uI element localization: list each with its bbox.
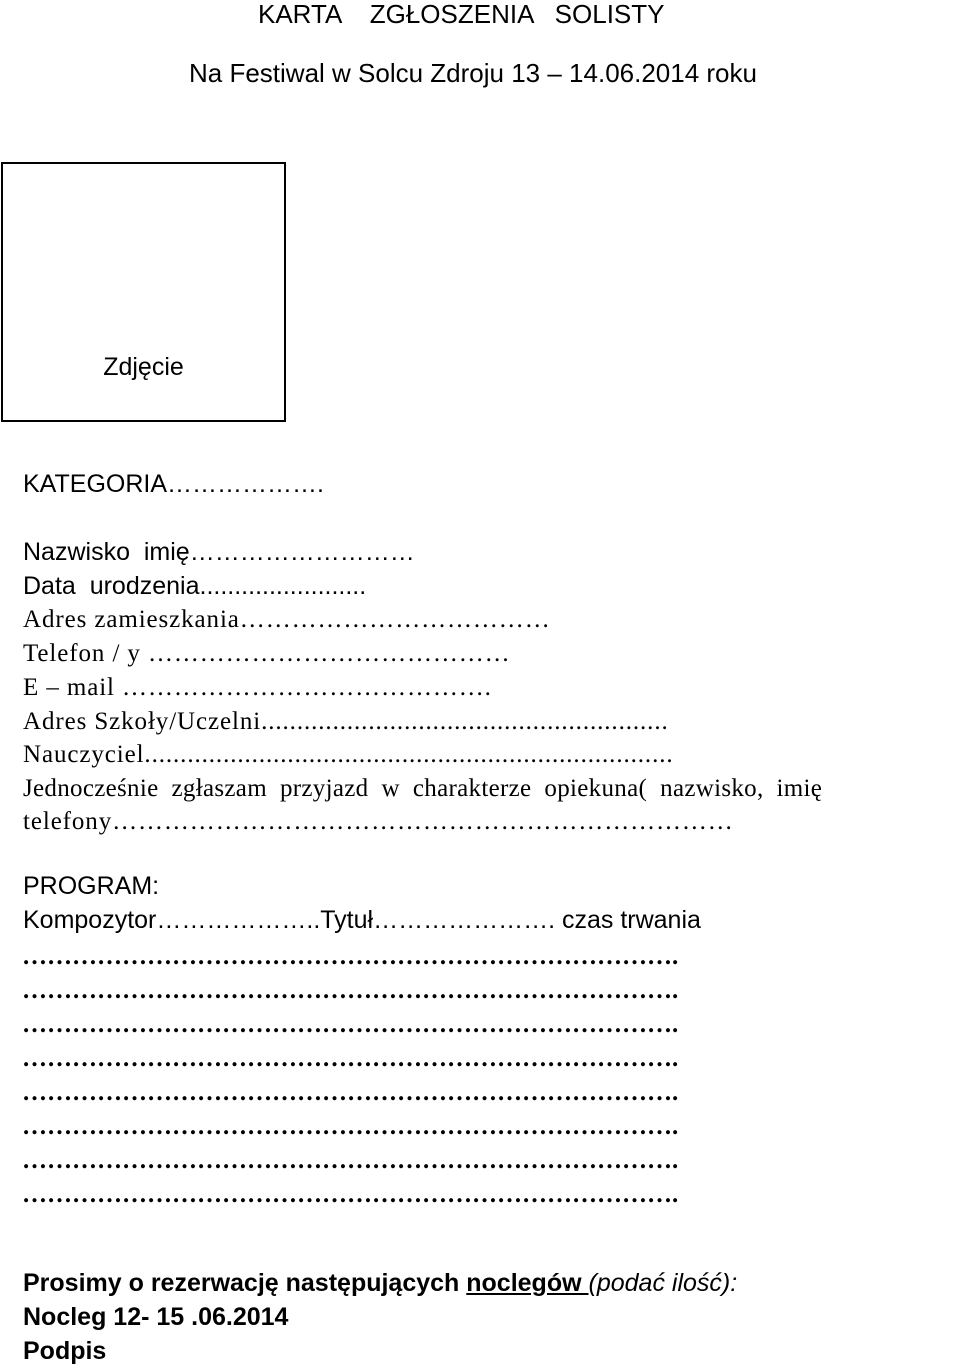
email-field: E – mail ……………………………………. <box>23 674 492 701</box>
photo-label: Zdjęcie <box>103 353 184 381</box>
address-field: Adres zamieszkania……………………………… <box>23 606 551 633</box>
program-line: ……………………………………………………………………. <box>22 1045 679 1072</box>
guardian-field: Jednocześnie zgłaszam przyjazd w charakterze opiekuna( nazwisko, imię <box>23 775 823 802</box>
program-line: ……………………………………………………………………. <box>22 1147 679 1174</box>
school-address-field: Adres Szkoły/Uczelni......................................................... <box>23 708 669 735</box>
program-line: ……………………………………………………………………. <box>22 1079 679 1106</box>
accommodation-note: (podać ilość): <box>588 1269 738 1297</box>
program-heading: PROGRAM: <box>23 872 160 900</box>
name-field: Nazwisko imię……………………… <box>23 538 415 566</box>
photo-placeholder <box>1 162 286 422</box>
accommodation-request-text: Prosimy o rezerwację następujących <box>23 1269 467 1297</box>
phones-field: telefony……………………………………………………………… <box>23 808 734 835</box>
program-line: ……………………………………………………………………. <box>22 977 679 1004</box>
program-columns: Kompozytor………………..Tytuł…………………. czas trwania <box>23 906 701 934</box>
form-title: KARTA ZGŁOSZENIA SOLISTY <box>258 0 665 29</box>
program-line: ……………………………………………………………………. <box>22 1113 679 1140</box>
form-subtitle: Na Festiwal w Solcu Zdroju 13 – 14.06.2014 roku <box>189 58 757 88</box>
phone-field: Telefon / y …………………………………… <box>23 640 511 667</box>
category-field: KATEGORIA………………. <box>23 470 324 498</box>
birth-date-field: Data urodzenia........................ <box>23 572 367 600</box>
accommodation-word: noclegów <box>466 1269 589 1297</box>
teacher-field: Nauczyciel.......................................................................... <box>23 741 674 768</box>
program-line: ……………………………………………………………………. <box>22 1181 679 1208</box>
program-line: ……………………………………………………………………. <box>22 1011 679 1038</box>
signature-label: Podpis <box>23 1337 107 1365</box>
accommodation-request <box>23 1271 737 1296</box>
nocleg-line: Nocleg 12- 15 .06.2014 <box>23 1303 289 1331</box>
program-line: ……………………………………………………………………. <box>22 943 679 970</box>
